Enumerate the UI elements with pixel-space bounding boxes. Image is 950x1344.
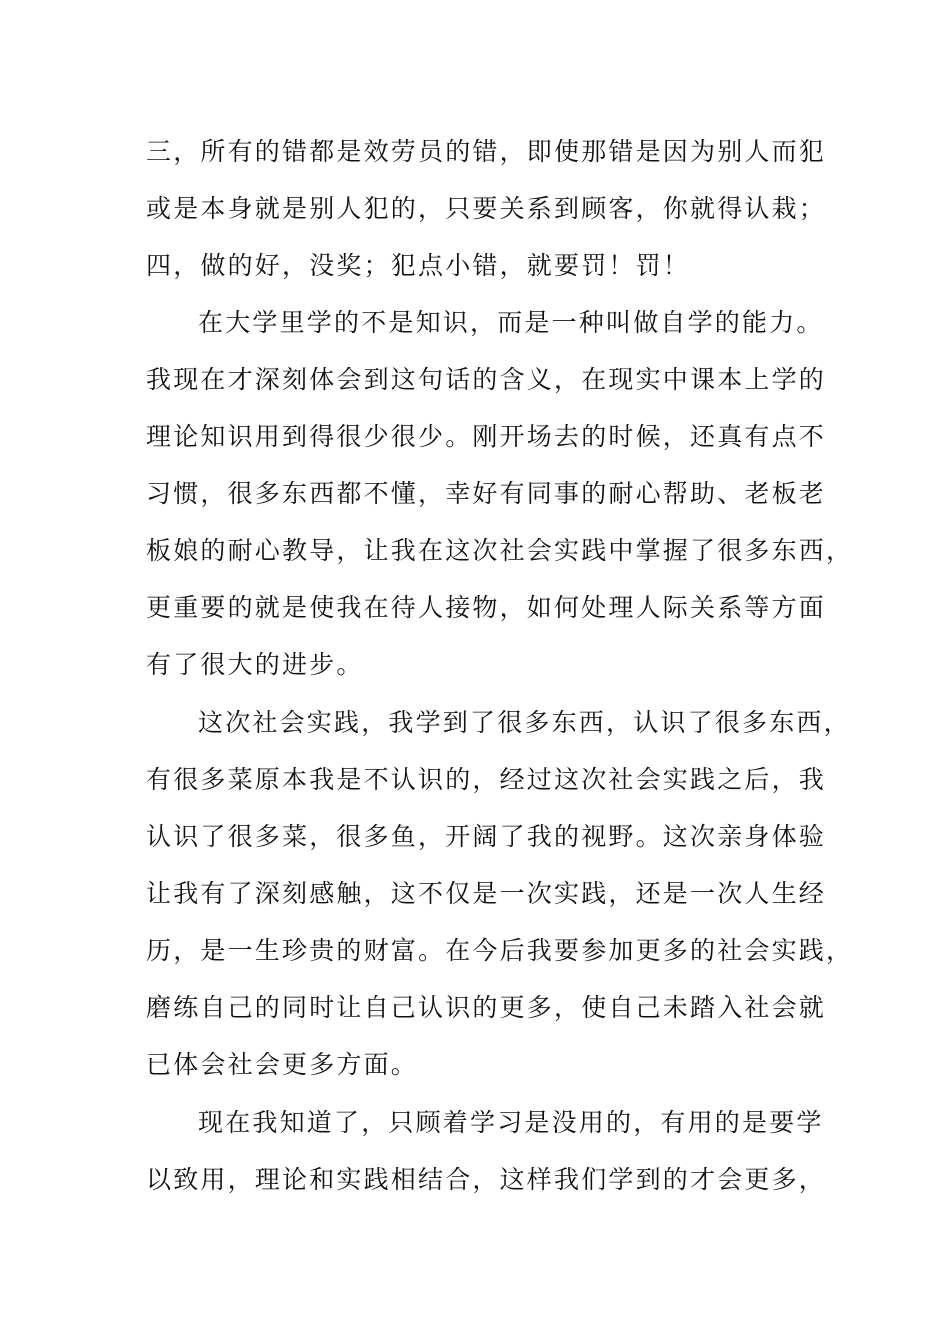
text-line: 三，所有的错都是效劳员的错，即使那错是因为别人而犯 (146, 137, 827, 166)
text-line: 习惯，很多东西都不懂，幸好有同事的耐心帮助、老板老 (146, 479, 827, 508)
text-line: 理论知识用到得很少很少。刚开场去的时候，还真有点不 (146, 422, 827, 451)
text-line: 有了很大的进步。 (146, 650, 364, 679)
text-line: 或是本身就是别人犯的，只要关系到顾客，你就得认栽； (146, 194, 827, 223)
text-line: 让我有了深刻感触，这不仅是一次实践，还是一次人生经 (146, 879, 827, 908)
text-line: 已体会社会更多方面。 (146, 1050, 419, 1079)
text-line: 更重要的就是使我在待人接物，如何处理人际关系等方面 (146, 593, 827, 622)
text-line: 历，是一生珍贵的财富。在今后我要参加更多的社会实践， (146, 936, 854, 965)
paragraph-first-line: 现在我知道了，只顾着学习是没用的，有用的是要学 (198, 1108, 824, 1137)
text-line: 以致用，理论和实践相结合，这样我们学到的才会更多， (146, 1165, 827, 1194)
text-line: 板娘的耐心教导，让我在这次社会实践中掌握了很多东西， (146, 536, 854, 565)
text-line: 有很多菜原本我是不认识的，经过这次社会实践之后，我 (146, 765, 827, 794)
text-line: 认识了很多菜，很多鱼，开阔了我的视野。这次亲身体验 (146, 822, 827, 851)
text-line: 我现在才深刻体会到这句话的含义，在现实中课本上学的 (146, 365, 827, 394)
text-line: 四，做的好，没奖；犯点小错，就要罚！罚！ (146, 251, 691, 280)
paragraph-first-line: 这次社会实践，我学到了很多东西，认识了很多东西， (198, 708, 851, 737)
paragraph-first-line: 在大学里学的不是知识，而是一种叫做自学的能力。 (198, 308, 824, 337)
text-line: 磨练自己的同时让自己认识的更多，使自己未踏入社会就 (146, 993, 827, 1022)
